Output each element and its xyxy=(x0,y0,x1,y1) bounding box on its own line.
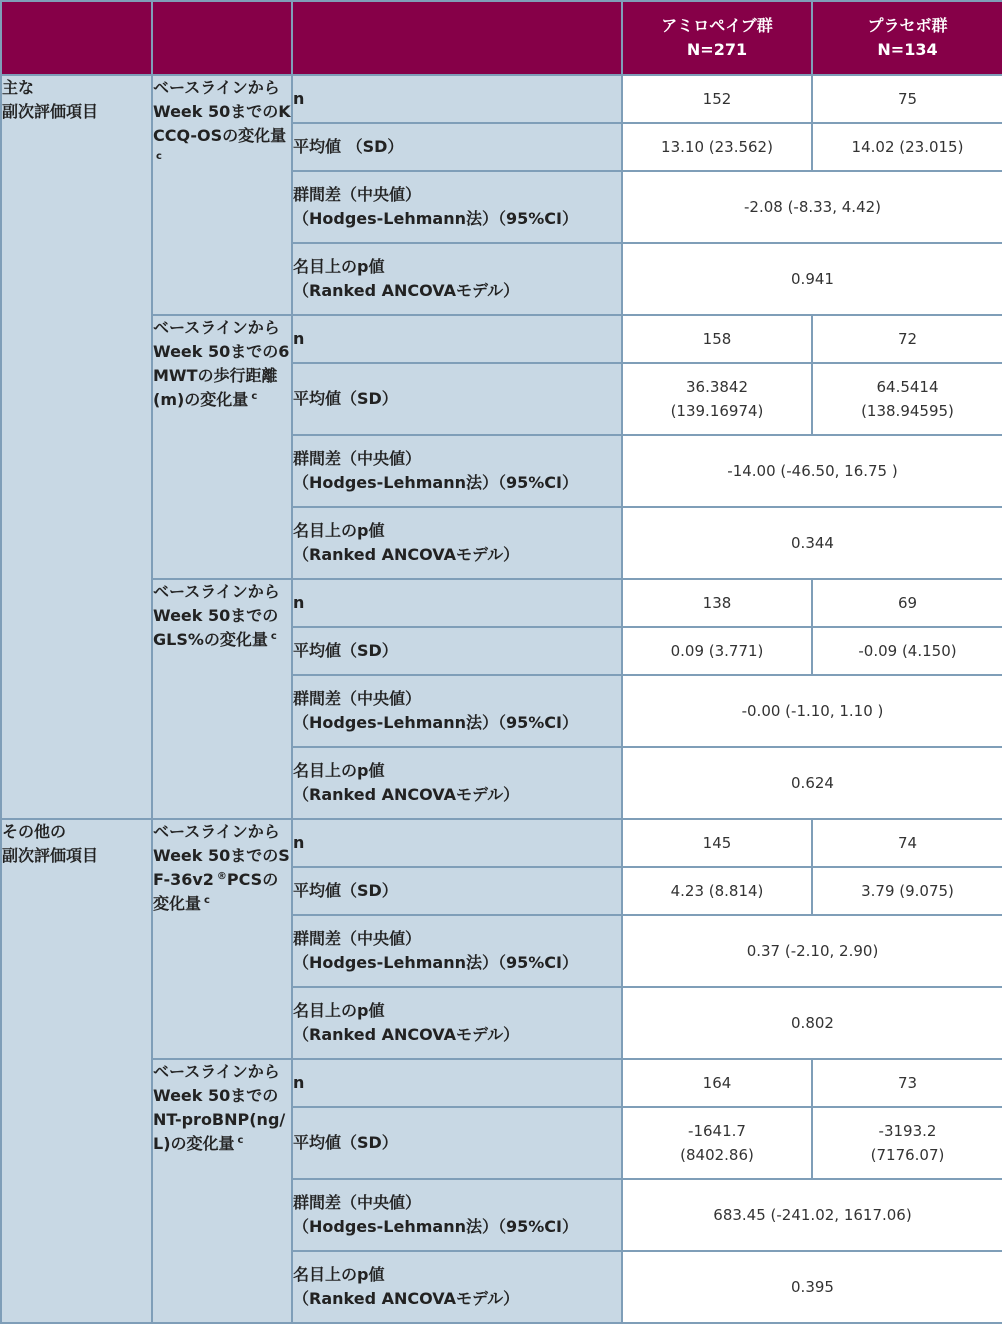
header-statistic-cell xyxy=(292,1,622,75)
value-n-placebo: 73 xyxy=(812,1059,1002,1107)
endpoint-kccq-os xyxy=(152,75,292,315)
stat-label-line: （Ranked ANCOVAモデル） xyxy=(293,785,520,804)
endpoint-label: ベースラインからWeek 50までのGLS%の変化量 xyxy=(153,582,280,649)
category-label: その他の xyxy=(2,822,67,841)
arm-amiropave-n: N=271 xyxy=(686,40,748,59)
value-line: -1641.7 xyxy=(688,1122,746,1140)
footnote-marker: c xyxy=(251,390,258,402)
value-p: 0.624 xyxy=(622,747,1002,819)
category-other-secondary xyxy=(1,819,152,1323)
value-p: 0.395 xyxy=(622,1251,1002,1323)
header-arm-placebo xyxy=(812,1,1002,75)
endpoint-label: ベースラインからWeek 50までのSF-36v2 xyxy=(153,822,290,889)
stat-label-n: n xyxy=(292,1059,622,1107)
endpoint-6mwt xyxy=(152,315,292,579)
value-p: 0.941 xyxy=(622,243,1002,315)
stat-label-mean-sd: 平均値 （SD） xyxy=(292,123,622,171)
value-n-amiropave: 152 xyxy=(622,75,812,123)
stat-label-line: （Ranked ANCOVAモデル） xyxy=(293,281,520,300)
stat-label-difference xyxy=(292,915,622,987)
stat-label-mean-sd: 平均値（SD） xyxy=(292,363,622,435)
endpoint-label: ベースラインからWeek 50までのNT-proBNP(ng/L)の変化量 xyxy=(153,1062,286,1153)
endpoint-label: PCSの変化量 xyxy=(153,870,279,913)
stat-label-p-value xyxy=(292,747,622,819)
stat-label-p-value xyxy=(292,507,622,579)
value-difference: -14.00 (-46.50, 16.75 ) xyxy=(622,435,1002,507)
stat-label-line: （Hodges-Lehmann法）（95%CI） xyxy=(293,1217,578,1236)
value-mean-placebo: -0.09 (4.150) xyxy=(812,627,1002,675)
category-main-secondary xyxy=(1,75,152,819)
endpoint-sf36-pcs xyxy=(152,819,292,1059)
category-label: 主な xyxy=(2,78,35,97)
footnote-marker: c xyxy=(156,150,162,162)
stat-label-mean-sd: 平均値（SD） xyxy=(292,1107,622,1179)
value-difference: -0.00 (-1.10, 1.10 ) xyxy=(622,675,1002,747)
table-row xyxy=(1,1059,1002,1107)
stat-label-p-value xyxy=(292,243,622,315)
endpoint-label: ベースラインからWeek 50までのKCCQ-OSの変化量 xyxy=(153,78,291,145)
value-mean-amiropave: 13.10 (23.562) xyxy=(622,123,812,171)
stat-label-n: n xyxy=(292,315,622,363)
stat-label-line: 名目上のp値 xyxy=(293,257,385,276)
value-line: (138.94595) xyxy=(861,402,954,420)
registered-mark: ® xyxy=(216,870,227,882)
value-n-placebo: 75 xyxy=(812,75,1002,123)
table-header-row xyxy=(1,1,1002,75)
stat-label-line: 名目上のp値 xyxy=(293,761,385,780)
endpoint-gls xyxy=(152,579,292,819)
value-line: -3193.2 xyxy=(878,1122,937,1140)
value-mean-placebo: 3.79 (9.075) xyxy=(812,867,1002,915)
value-mean-placebo xyxy=(812,1107,1002,1179)
value-n-amiropave: 138 xyxy=(622,579,812,627)
stat-label-line: （Hodges-Lehmann法）（95%CI） xyxy=(293,713,578,732)
footnote-marker: c xyxy=(270,630,277,642)
value-mean-amiropave xyxy=(622,363,812,435)
table-row xyxy=(1,579,1002,627)
stat-label-difference xyxy=(292,1179,622,1251)
header-arm-amiropave xyxy=(622,1,812,75)
stat-label-difference xyxy=(292,435,622,507)
value-difference: 683.45 (-241.02, 1617.06) xyxy=(622,1179,1002,1251)
value-mean-placebo: 14.02 (23.015) xyxy=(812,123,1002,171)
stat-label-line: 群間差（中央値） xyxy=(293,1193,422,1212)
stat-label-line: （Ranked ANCOVAモデル） xyxy=(293,1289,520,1308)
header-category-cell xyxy=(1,1,152,75)
stat-label-mean-sd: 平均値（SD） xyxy=(292,867,622,915)
stat-label-n: n xyxy=(292,819,622,867)
value-difference: -2.08 (-8.33, 4.42) xyxy=(622,171,1002,243)
value-n-placebo: 69 xyxy=(812,579,1002,627)
value-mean-amiropave: 0.09 (3.771) xyxy=(622,627,812,675)
stat-label-difference xyxy=(292,171,622,243)
category-label: 副次評価項目 xyxy=(2,102,99,121)
stat-label-line: 名目上のp値 xyxy=(293,1001,385,1020)
value-n-amiropave: 158 xyxy=(622,315,812,363)
stat-label-line: 群間差（中央値） xyxy=(293,689,422,708)
value-n-placebo: 72 xyxy=(812,315,1002,363)
stat-label-line: （Hodges-Lehmann法）（95%CI） xyxy=(293,209,578,228)
value-mean-amiropave xyxy=(622,1107,812,1179)
stat-label-line: 群間差（中央値） xyxy=(293,449,422,468)
value-n-placebo: 74 xyxy=(812,819,1002,867)
value-line: (8402.86) xyxy=(680,1146,754,1164)
stat-label-n: n xyxy=(292,579,622,627)
value-line: (139.16974) xyxy=(670,402,764,420)
stat-label-n: n xyxy=(292,75,622,123)
stat-label-line: 名目上のp値 xyxy=(293,1265,385,1284)
category-label: 副次評価項目 xyxy=(2,846,99,865)
table-row xyxy=(1,315,1002,363)
value-n-amiropave: 164 xyxy=(622,1059,812,1107)
stat-label-line: 名目上のp値 xyxy=(293,521,385,540)
arm-placebo-n: N=134 xyxy=(877,40,938,59)
arm-placebo-label: プラセボ群 xyxy=(867,16,948,35)
footnote-marker: c xyxy=(237,1134,244,1146)
value-p: 0.344 xyxy=(622,507,1002,579)
header-endpoint-cell xyxy=(152,1,292,75)
stat-label-line: 群間差（中央値） xyxy=(293,185,422,204)
value-n-amiropave: 145 xyxy=(622,819,812,867)
endpoint-label: ベースラインからWeek 50までの6MWTの歩行距離(m)の変化量 xyxy=(153,318,290,409)
value-line: (7176.07) xyxy=(870,1146,945,1164)
value-difference: 0.37 (-2.10, 2.90) xyxy=(622,915,1002,987)
arm-amiropave-label: アミロペイブ群 xyxy=(661,16,773,35)
table-row xyxy=(1,819,1002,867)
stat-label-line: （Hodges-Lehmann法）（95%CI） xyxy=(293,473,578,492)
value-mean-amiropave: 4.23 (8.814) xyxy=(622,867,812,915)
value-mean-placebo xyxy=(812,363,1002,435)
value-p: 0.802 xyxy=(622,987,1002,1059)
stat-label-line: 群間差（中央値） xyxy=(293,929,422,948)
endpoint-nt-probnp xyxy=(152,1059,292,1323)
stat-label-line: （Hodges-Lehmann法）（95%CI） xyxy=(293,953,578,972)
stat-label-mean-sd: 平均値（SD） xyxy=(292,627,622,675)
stat-label-line: （Ranked ANCOVAモデル） xyxy=(293,1025,520,1044)
stat-label-line: （Ranked ANCOVAモデル） xyxy=(293,545,520,564)
footnote-marker: c xyxy=(204,894,210,906)
stat-label-p-value xyxy=(292,987,622,1059)
table-row xyxy=(1,75,1002,123)
value-line: 36.3842 xyxy=(685,378,749,396)
stat-label-difference xyxy=(292,675,622,747)
stat-label-p-value xyxy=(292,1251,622,1323)
value-line: 64.5414 xyxy=(876,378,939,396)
